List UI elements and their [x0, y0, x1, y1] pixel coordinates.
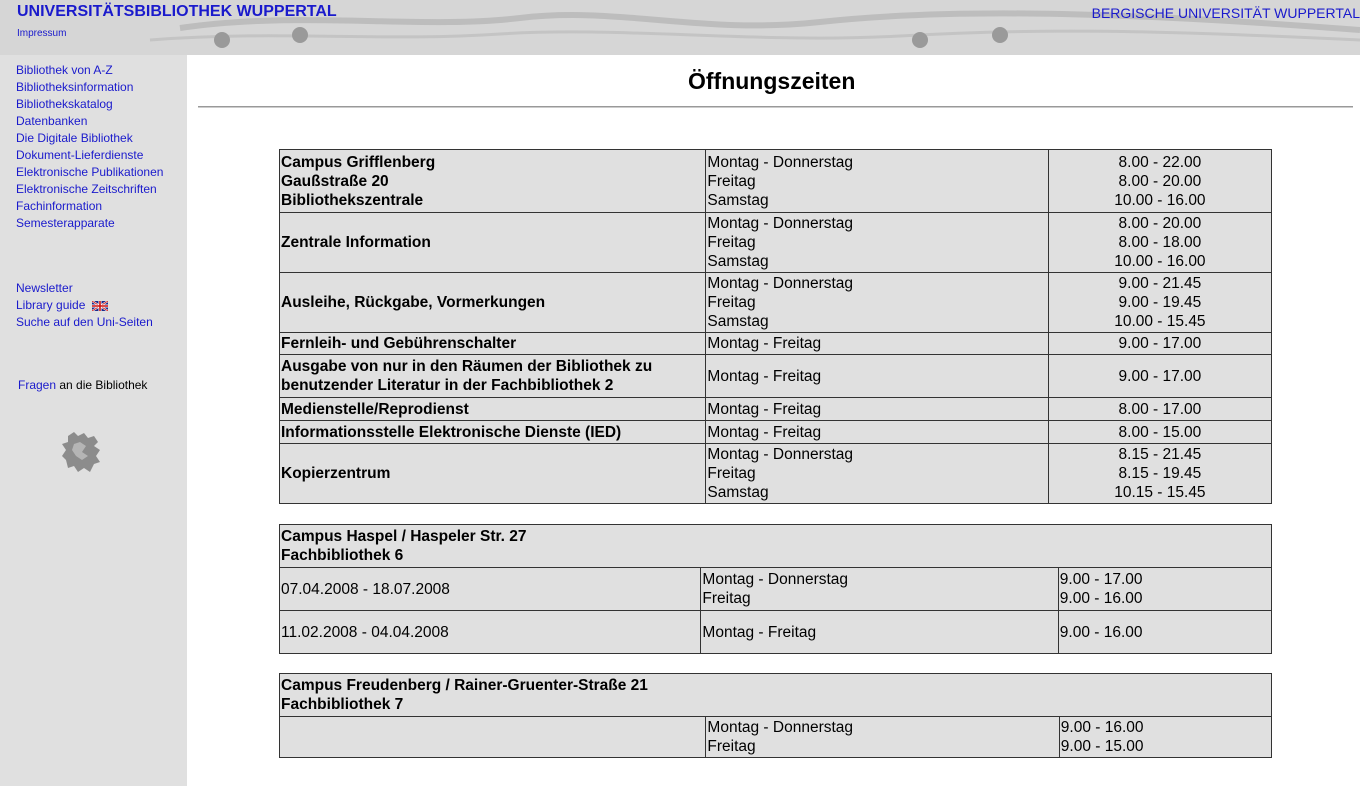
- uk-flag-icon: [92, 301, 108, 311]
- day-label: Montag - Donnerstag: [707, 446, 854, 463]
- day-label: Freitag: [707, 738, 756, 755]
- table-row: [280, 333, 1272, 355]
- title-divider: [198, 106, 1353, 108]
- table-row: [280, 273, 1272, 333]
- days-cell: [706, 213, 1048, 273]
- days-cell: Montag - Freitag: [701, 611, 1058, 654]
- opening-hours-table-grifflenberg: [279, 149, 1272, 504]
- time-value: 10.15 - 15.45: [1114, 484, 1206, 501]
- fragen-text: [18, 378, 147, 392]
- times-cell: [1058, 568, 1271, 611]
- day-label: Montag - Donnerstag: [707, 153, 854, 171]
- time-value: 10.00 - 15.45: [1114, 313, 1206, 330]
- table-row: [280, 611, 1272, 654]
- campus-header-cell: [280, 525, 1272, 568]
- days-cell: [706, 273, 1048, 333]
- day-label: Samstag: [707, 484, 769, 501]
- day-label: Freitag: [707, 172, 756, 190]
- sidebar-item-bibliothekskatalog[interactable]: Bibliothekskatalog: [16, 97, 113, 111]
- time-value: 10.00 - 16.00: [1114, 191, 1206, 209]
- sidebar-item-library-guide[interactable]: [16, 297, 153, 314]
- period-cell: 07.04.2008 - 18.07.2008: [280, 568, 701, 611]
- service-label: Informationsstelle Elektronische Dienste (IED): [280, 421, 706, 444]
- time-value: 8.00 - 20.00: [1118, 215, 1202, 232]
- opening-hours-table-freudenberg: [279, 673, 1272, 758]
- time-value: 9.00 - 19.45: [1118, 294, 1202, 311]
- sidebar-nav: [16, 62, 163, 232]
- time-value: 8.15 - 19.45: [1118, 465, 1202, 482]
- fragen-link[interactable]: Fragen: [18, 378, 57, 392]
- day-label: Samstag: [707, 313, 769, 330]
- day-label: Freitag: [707, 234, 756, 251]
- campus-building: Bibliothekszentrale: [281, 191, 424, 209]
- time-value: 8.00 - 18.00: [1118, 234, 1202, 251]
- time-value: 9.00 - 21.45: [1118, 275, 1202, 292]
- time-value: 8.00 - 20.00: [1118, 172, 1202, 190]
- sidebar-item-dokument-lieferdienste[interactable]: Dokument-Lieferdienste: [16, 148, 144, 162]
- campus-header-cell: [280, 150, 706, 213]
- days-cell: Montag - Freitag: [706, 333, 1048, 355]
- campus-name: Campus Grifflenberg: [281, 153, 436, 171]
- times-cell: 8.00 - 17.00: [1048, 398, 1271, 421]
- service-label: Kopierzentrum: [280, 444, 706, 504]
- day-label: Montag - Donnerstag: [707, 719, 854, 736]
- times-cell: [1059, 717, 1271, 758]
- library-brand[interactable]: UNIVERSITÄTSBIBLIOTHEK WUPPERTAL: [17, 3, 337, 20]
- sidebar-item-newsletter[interactable]: Newsletter: [16, 281, 73, 295]
- time-value: 9.00 - 15.00: [1060, 738, 1144, 755]
- day-label: Samstag: [707, 191, 769, 209]
- times-cell: 9.00 - 16.00: [1058, 611, 1271, 654]
- day-label: Freitag: [707, 294, 756, 311]
- campus-name: Campus Haspel / Haspeler Str. 27: [281, 528, 527, 545]
- campus-address: Gaußstraße 20: [281, 172, 389, 190]
- sidebar-item-suche-uni-seiten[interactable]: Suche auf den Uni-Seiten: [16, 315, 153, 329]
- table-row: [280, 444, 1272, 504]
- university-brand[interactable]: BERGISCHE UNIVERSITÄT WUPPERTAL: [1091, 5, 1360, 21]
- table-row: [280, 674, 1272, 717]
- service-label: Ausleihe, Rückgabe, Vormerkungen: [280, 273, 706, 333]
- days-cell: [706, 150, 1048, 213]
- campus-name: Campus Freudenberg / Rainer-Gruenter-Straße 21: [281, 677, 648, 694]
- table-row: [280, 421, 1272, 444]
- time-value: 9.00 - 17.00: [1059, 571, 1143, 588]
- times-cell: 9.00 - 17.00: [1048, 355, 1271, 398]
- times-cell: [1048, 150, 1271, 213]
- sidebar-item-bibliotheksinformation[interactable]: Bibliotheksinformation: [16, 80, 134, 94]
- day-label: Freitag: [707, 465, 756, 482]
- sidebar-item-semesterapparate[interactable]: Semesterapparate: [16, 216, 115, 230]
- table-row: [280, 568, 1272, 611]
- sidebar-item-elektronische-zeitschriften[interactable]: Elektronische Zeitschriften: [16, 182, 157, 196]
- table-row: [280, 150, 1272, 213]
- service-label: Fernleih- und Gebührenschalter: [280, 333, 706, 355]
- day-label: Montag - Donnerstag: [707, 275, 854, 292]
- time-value: 8.00 - 22.00: [1118, 153, 1202, 171]
- day-label: Freitag: [702, 590, 751, 607]
- campus-building: Fachbibliothek 7: [281, 696, 404, 713]
- service-label: Medienstelle/Reprodienst: [280, 398, 706, 421]
- table-row: [280, 355, 1272, 398]
- time-value: 10.00 - 16.00: [1114, 253, 1206, 270]
- days-cell: [701, 568, 1058, 611]
- times-cell: 9.00 - 17.00: [1048, 333, 1271, 355]
- day-label: Montag - Donnerstag: [707, 215, 854, 232]
- time-value: 8.15 - 21.45: [1118, 446, 1202, 463]
- times-cell: [1048, 444, 1271, 504]
- sidebar-item-bibliothek-a-z[interactable]: Bibliothek von A-Z: [16, 63, 113, 77]
- days-cell: [706, 717, 1059, 758]
- empty-cell: [280, 717, 706, 758]
- time-value: 9.00 - 16.00: [1060, 719, 1144, 736]
- sidebar-secondary-nav: [16, 280, 153, 331]
- sidebar-item-datenbanken[interactable]: Datenbanken: [16, 114, 88, 128]
- sidebar-item-fachinformation[interactable]: Fachinformation: [16, 199, 103, 213]
- times-cell: [1048, 213, 1271, 273]
- impressum-link[interactable]: Impressum: [17, 28, 67, 39]
- days-cell: Montag - Freitag: [706, 398, 1048, 421]
- library-guide-label: Library guide: [16, 298, 86, 312]
- service-label: Zentrale Information: [280, 213, 706, 273]
- time-value: 9.00 - 16.00: [1059, 590, 1143, 607]
- table-row: [280, 213, 1272, 273]
- fragen-rest: an die Bibliothek: [56, 378, 148, 392]
- days-cell: [706, 444, 1048, 504]
- table-row: [280, 525, 1272, 568]
- table-row: [280, 398, 1272, 421]
- period-cell: 11.02.2008 - 04.04.2008: [280, 611, 701, 654]
- sidebar: [0, 55, 187, 786]
- day-label: Montag - Donnerstag: [702, 571, 849, 588]
- times-cell: 8.00 - 15.00: [1048, 421, 1271, 444]
- days-cell: Montag - Freitag: [706, 355, 1048, 398]
- campus-building: Fachbibliothek 6: [281, 547, 404, 564]
- page-header: [0, 0, 1360, 55]
- campus-header-cell: [280, 674, 1272, 717]
- service-label: Ausgabe von nur in den Räumen der Bibliothek zu benutzender Literatur in der Fachbibliothek 2: [280, 355, 706, 398]
- page-title: Öffnungszeiten: [688, 68, 856, 94]
- table-row: [280, 717, 1272, 758]
- sidebar-item-digitale-bibliothek[interactable]: Die Digitale Bibliothek: [16, 131, 133, 145]
- lion-logo-icon: [60, 430, 104, 474]
- opening-hours-table-haspel: [279, 524, 1272, 654]
- times-cell: [1048, 273, 1271, 333]
- sidebar-item-elektronische-publikationen[interactable]: Elektronische Publikationen: [16, 165, 164, 179]
- days-cell: Montag - Freitag: [706, 421, 1048, 444]
- day-label: Samstag: [707, 253, 769, 270]
